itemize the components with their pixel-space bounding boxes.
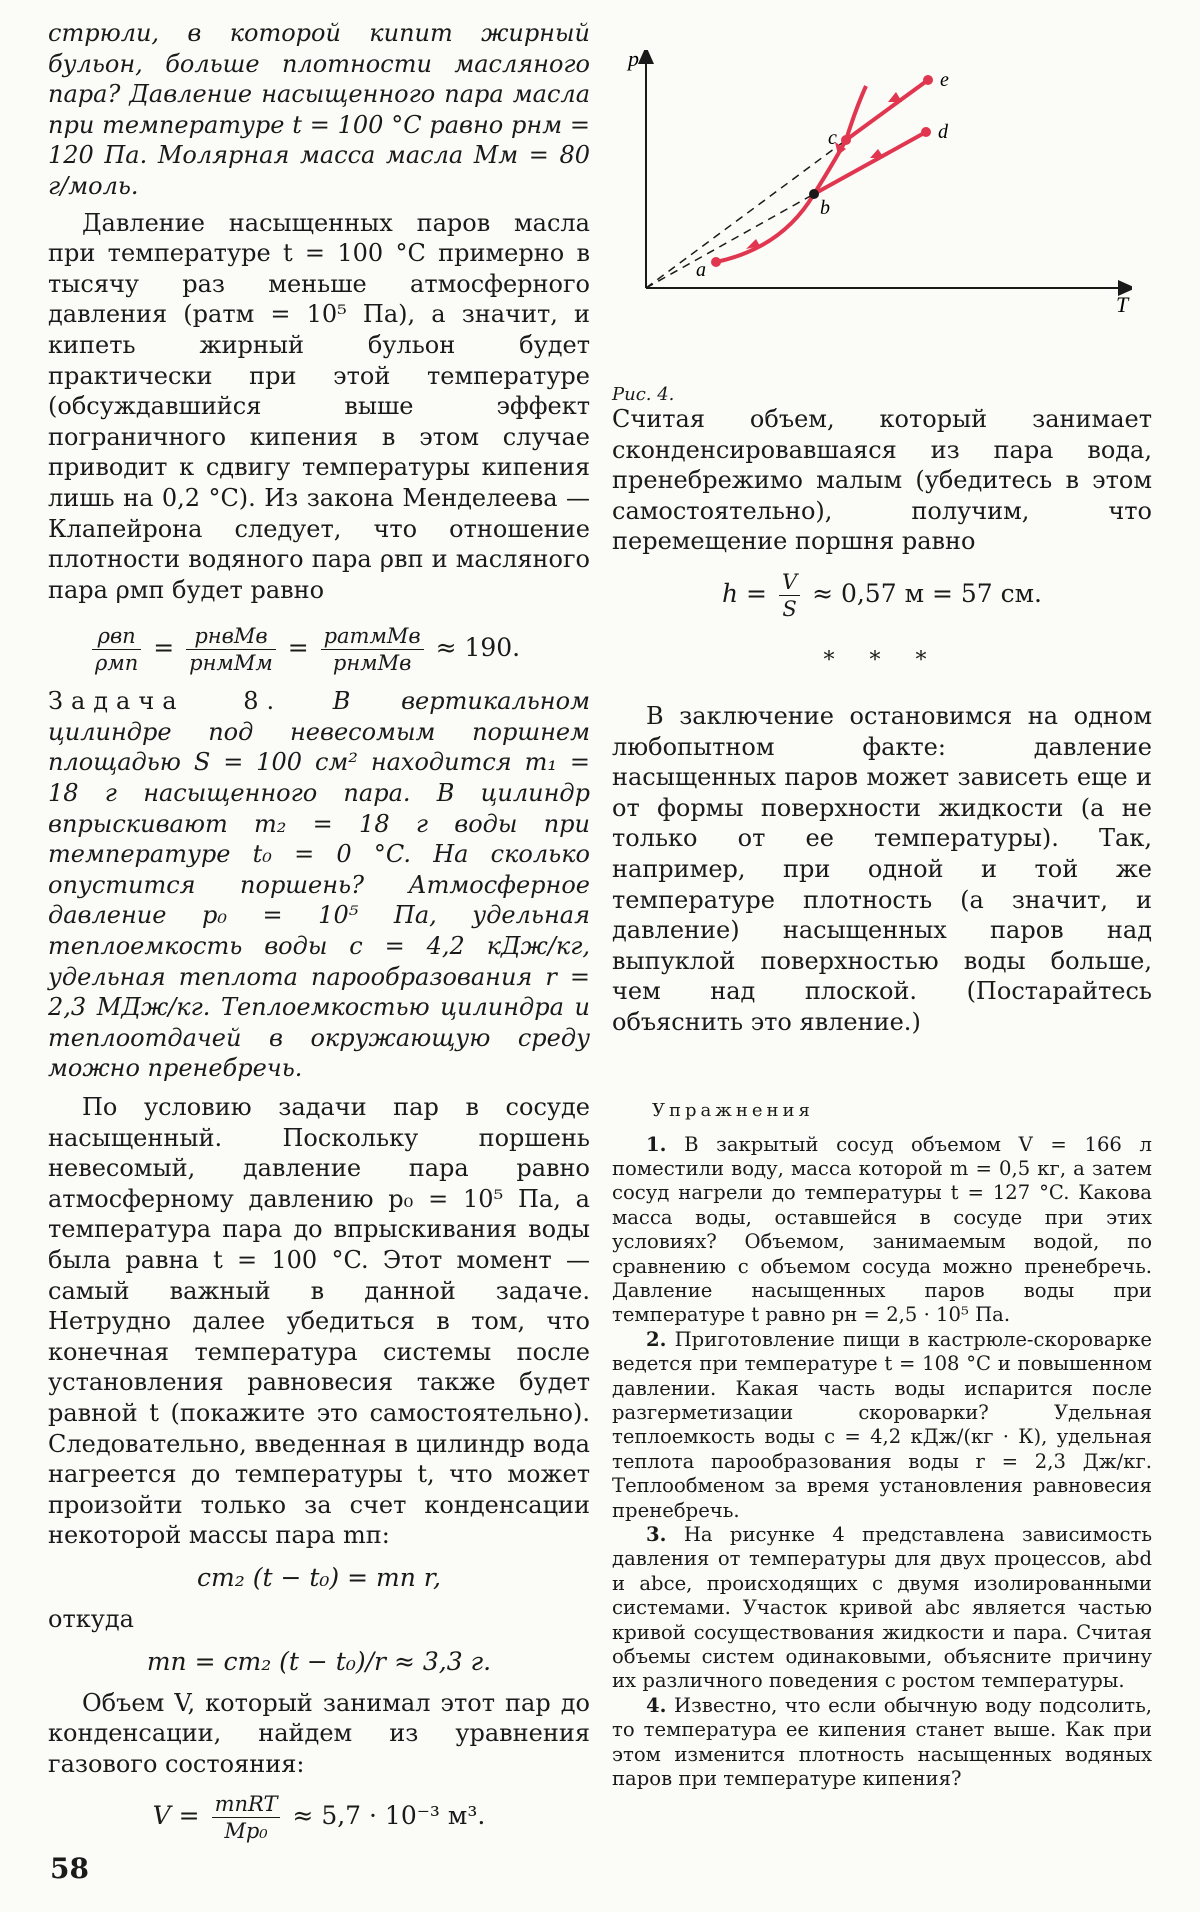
page-number: 58 [50,1852,89,1885]
exercise-1 [612,1133,1152,1328]
arrow-ce [888,92,902,102]
point-b [809,189,819,199]
task-8 [48,686,590,1084]
eq1-frac3-num: pатмMв [321,623,424,650]
eq1-frac2-den: pнмMм [189,651,273,676]
eq1-frac1-den: ρмп [95,651,139,676]
volume-equation [48,1791,590,1844]
exercise-4-number: 4. [646,1693,667,1717]
exercise-2-number: 2. [646,1327,667,1351]
exercise-list [612,1133,1152,1792]
word-otkuda: откуда [48,1604,134,1633]
eq1-result: ≈ 190. [435,633,521,663]
left-column [48,18,590,1856]
eq5-rhs: ≈ 0,57 м = 57 см. [812,578,1043,608]
eq5-lhs: h = [721,578,767,608]
exercise-3-text: На рисунке 4 представлена зависимость давления от температуры для двух процессов, abd и abce, происходящих с двумя изолированными системами. Участок кривой abc является частью кривой сосуществования жидкости и пара. Считая объемы систем одинаковыми, объясните причину их различного поведения с ростом температуры. [612,1523,1152,1693]
exercise-4 [612,1694,1152,1792]
axis-p-label: p [628,50,639,71]
solution-paragraph-1: Давление насыщенных паров масла при температуре t = 100 °C примерно в тысячу раз меньше атмосферного давления (pатм = 10⁵ Па), а значит, и кипеть жирный бульон будет практически при этой температуре (обсуждавшийся выше эффект пограничного кипения в этом случае приводит к сдвигу температуры кипения лишь на 0,2 °C). Из закона Менделеева — Клапейрона следует, что отношение плотности водяного пара ρвп и масляного пара ρмп будет равно [48,208,590,604]
axis-T-label: T [1116,292,1129,317]
exercise-3-number: 3. [646,1523,667,1546]
label-a: a [696,259,706,281]
point-e [923,75,933,85]
figure-caption: Рис. 4. [612,384,675,405]
pT-plot [612,50,1132,380]
label-b: b [820,197,830,219]
section-separator: * * * [823,647,941,673]
coexistence-curve [716,86,866,262]
eq4-num: mпRT [212,1791,281,1818]
eq5-den: S [782,596,797,621]
right-paragraph-2: В заключение остановимся на одном любопытном факте: давление насыщенных паров может зависеть еще и от формы поверхности жидкости (а не только от ее температуры). Так, например, при одной и той же температуре плотность (а значит, и давление) насыщенных паров над выпуклой поверхностью воды больше, чем над плоской. (Постарайтесь объяснить это явление.) [612,701,1152,1036]
problem-continuation: стрюли, в которой кипит жирный бульон, больше плотности масляного пара? Давление насыщенного пара масла при температуре t = 100 °C равно pнм = 120 Па. Молярная масса масла Mм = 80 г/моль. [48,19,590,200]
eq4-den: Mp₀ [224,1819,268,1844]
exercise-1-number: 1. [646,1132,667,1156]
dashed-line-to-c [646,140,846,288]
eq5-num: V [779,569,800,596]
task-label: Задача 8. [48,687,283,716]
eq1-frac1-num: ρвп [92,623,141,650]
right-column [612,50,1152,1791]
solution-paragraph-2: По условию задачи пар в сосуде насыщенный. Поскольку поршень невесомый, давление пара равно атмосферному давлению p₀ = 10⁵ Па, а температура пара до впрыскивания воды была равна t = 100 °C. Этот момент — самый важный в данной задаче. Нетрудно далее убедиться в том, что конечная температура системы после установления равновесия также будет равной t (покажите это самостоятельно). Следовательно, введенная в цилиндр вода нагреется до температуры t, что может произойти только за счет конденсации некоторой массы пара mп: [48,1093,590,1550]
heat-balance-equation: cm₂ (t − t₀) = mп r, [197,1562,441,1592]
displacement-equation [612,569,1152,622]
point-d [921,127,931,137]
right-paragraph-1: Считая объем, который занимает сконденсировавшаяся из пара вода, пренебрежимо малым (убедитесь в этом самостоятельно), получим, что перемещение поршня равно [612,405,1152,556]
task-text: В вертикальном цилиндре под невесомым поршнем площадью S = 100 см² находится m₁ = 18 г насыщенного пара. В цилиндр впрыскивают m₂ = 18 г воды при температуре t₀ = 0 °C. На сколько опустится поршень? Атмосферное давление p₀ = 10⁵ Па, удельная теплоемкость воды c = 4,2 кДж/кг, удельная теплота парообразования r = 2,3 МДж/кг. Теплоемкостью цилиндра и теплоотдачей в окружающую среду можно пренебречь. [48,687,590,1083]
density-ratio-equation: $\frac{\text{ρвп}}{\text{ρмп}}$ = $\frac{\text{pнвMв}}{\text{pнмMм}}$ = $\frac{\text{pатмMв}}{\text{pнмMв}}$ ≈ 190. [88,623,590,676]
dashed-line-to-b [646,194,814,288]
label-d: d [938,121,948,143]
exercise-4-text: Известно, что если обычную воду подсолить, то температура ее кипения станет выше. Как при этом изменится плотность насыщенных водяных паров при температуре кипения? [612,1693,1152,1791]
point-c [841,135,851,145]
eq1-frac2-num: pнвMв [186,623,276,650]
label-e: e [940,69,949,91]
exercise-1-text: В закрытый сосуд объемом V = 166 л поместили воду, масса которой m = 0,5 кг, а затем сосуд нагрели до температуры t = 127 °C. Какова масса воды, оставшейся в сосуде при этих условиях? Объемом, занимаемым водой, по сравнению с объемом сосуда можно пренебречь. Давление насыщенных паров воды при температуре t равно pн = 2,5 · 10⁵ Па. [612,1132,1152,1327]
eq1-frac3-den: pнмMв [332,651,412,676]
exercise-3 [612,1523,1152,1694]
point-a [711,257,721,267]
arrow-bd [870,149,884,158]
solution-paragraph-3: Объем V, который занимал этот пар до конденсации, найдем из уравнения газового состояния: [48,1688,590,1778]
exercises-heading: Упражнения [652,1099,814,1121]
eq4-lhs: V = [152,1801,200,1831]
label-c: c [828,127,837,149]
exercise-2 [612,1328,1152,1523]
eq4-rhs: ≈ 5,7 · 10⁻³ м³. [292,1801,486,1831]
exercise-2-text: Приготовление пищи в кастрюле-скороварке ведется при температуре t = 108 °C и повышенном давлении. Какая часть воды испарится после разгерметизации скороварки? Удельная теплоемкость воды c = 4,2 кДж/(кг · К), удельная теплота парообразования воды r = 2,3 Дж/кг. Теплообменом за время установления равновесия пренебречь. [612,1327,1152,1522]
condensed-mass-equation: mп = cm₂ (t − t₀)/r ≈ 3,3 г. [146,1646,492,1676]
figure-pT-diagram [612,50,1132,410]
